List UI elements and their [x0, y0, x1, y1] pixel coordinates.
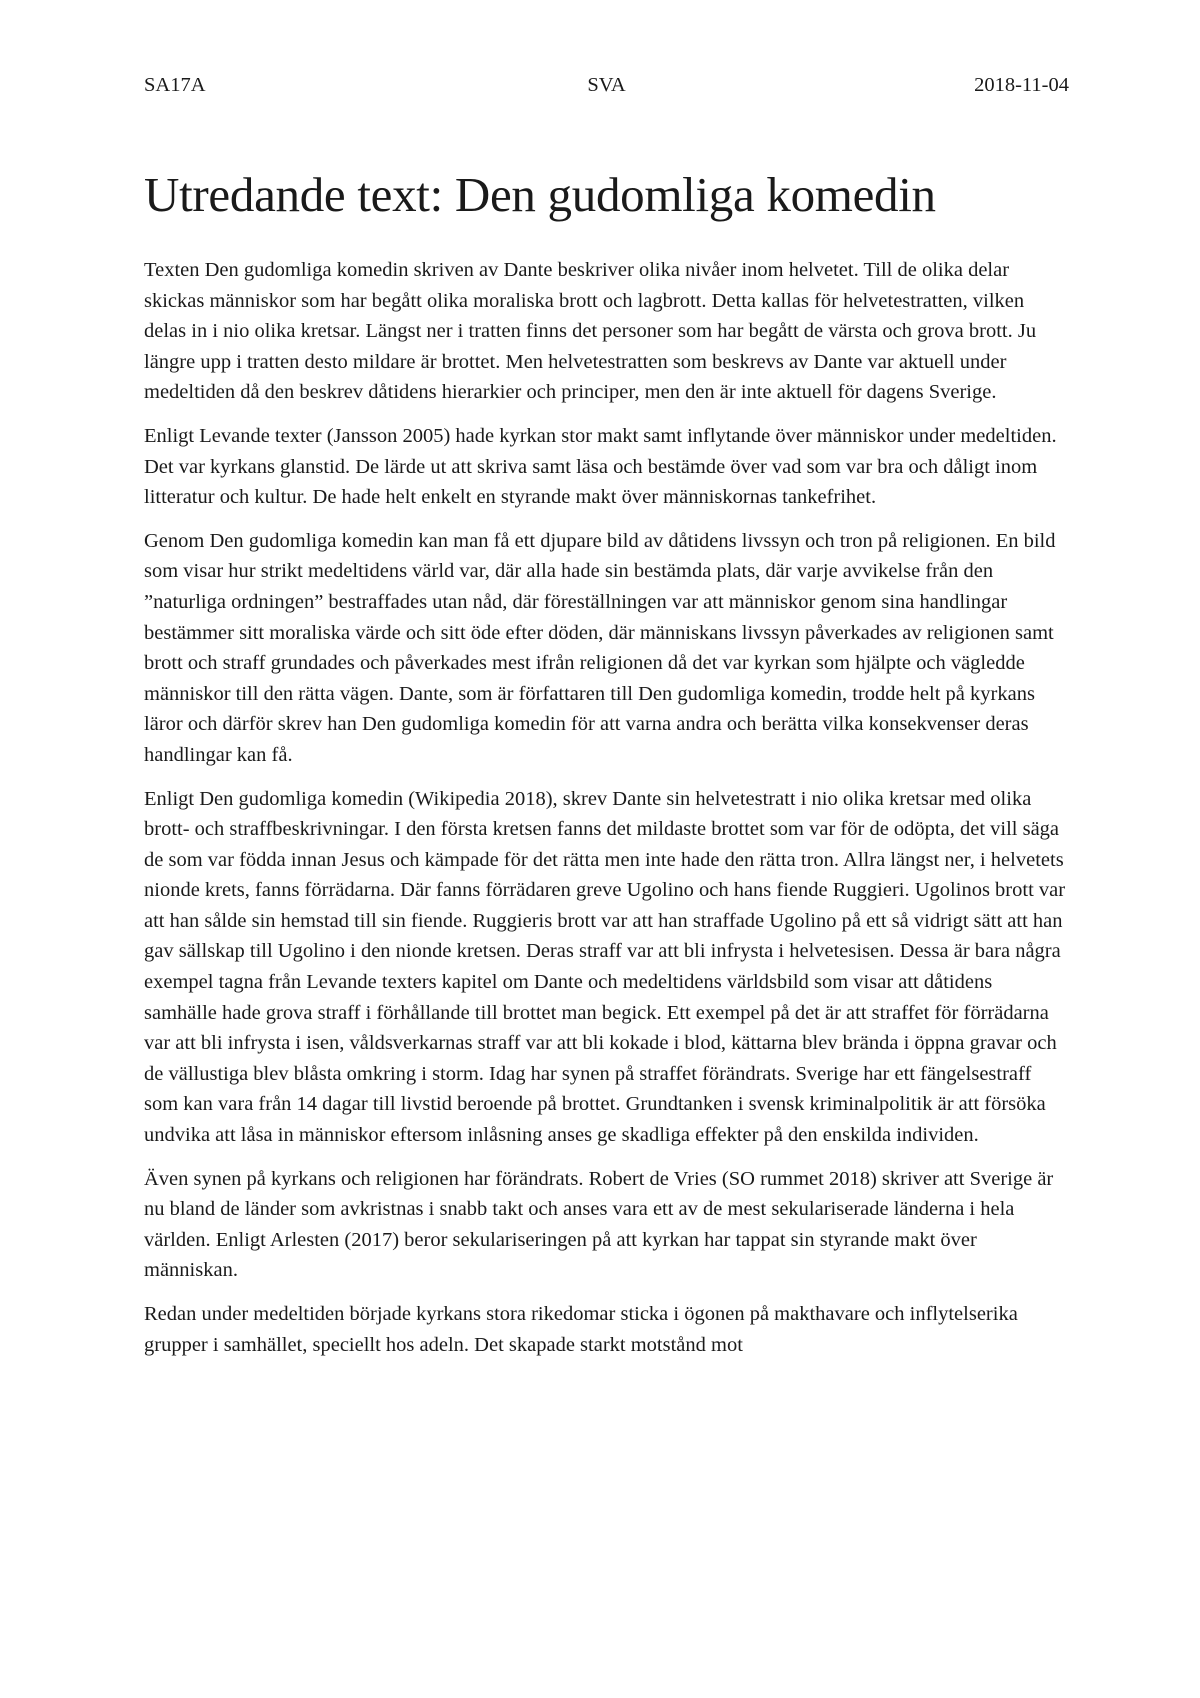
document-page: [144, 70, 1069, 1373]
document-body: [144, 255, 1069, 1360]
header-class-code: SA17A: [144, 74, 206, 96]
header-date: 2018-11-04: [974, 74, 1069, 96]
paragraph: Genom Den gudomliga komedin kan man få ett djupare bild av dåtidens livssyn och tron på religionen. En bild som visar hur strikt medeltidens värld var, där alla hade sin bestämda plats, där varje avvikelse från den ”naturliga ordningen” bestraffades utan nåd, där föreställningen var att människor genom sina handlingar bestämmer sitt moraliska värde och sitt öde efter döden, där människans livssyn påverkades av religionen samt brott och straff grundades och påverkades mest ifrån religionen då det var kyrkan som hjälpte och vägledde människor till den rätta vägen. Dante, som är författaren till Den gudomliga komedin, trodde helt på kyrkans läror och därför skrev han Den gudomliga komedin för att varna andra och berätta vilka konsekvenser deras handlingar kan få.: [144, 529, 1056, 766]
header-subject: SVA: [587, 74, 626, 96]
page-header: [144, 70, 1069, 100]
paragraph: Enligt Levande texter (Jansson 2005) hade kyrkan stor makt samt inflytande över människor under medeltiden. Det var kyrkans glanstid. De lärde ut att skriva samt läsa och bestämde över vad som var bra och dåligt inom litteratur och kultur. De hade helt enkelt en styrande makt över människornas tankefrihet.: [144, 424, 1057, 509]
paragraph: Enligt Den gudomliga komedin (Wikipedia 2018), skrev Dante sin helvetestratt i nio olika kretsar med olika brott- och straffbeskrivningar. I den första kretsen fanns det mildaste brottet som var för de odöpta, det vill säga de som var födda innan Jesus och kämpade för det rätta men inte hade den rätta tron. Allra längst ner, i helvetets nionde krets, fanns förrädarna. Där fanns förrädaren greve Ugolino och hans fiende Ruggieri. Ugolinos brott var att han sålde sin hemstad till sin fiende. Ruggieris brott var att han straffade Ugolino på ett så vidrigt sätt att han gav sällskap till Ugolino i den nionde kretsen. Deras straff var att bli infrysta i helvetesisen. Dessa är bara några exempel tagna från Levande texters kapitel om Dante och medeltidens världsbild som visar att dåtidens samhälle hade grova straff i förhållande till brottet man begick. Ett exempel på det är att straffet för förrädarna var att bli infrysta i isen, våldsverkarnas straff var att bli kokade i blod, kättarna blev brända i öppna gravar och de vällustiga blev blåsta omkring i storm. Idag har synen på straffet förändrats. Sverige har ett fängelsestraff som kan vara från 14 dagar till livstid beroende på brottet. Grundtanken i svensk kriminalpolitik är att försöka undvika att låsa in människor eftersom inlåsning anses ge skadliga effekter på den enskilda individen.: [144, 787, 1066, 1147]
document-title: Utredande text: Den gudomliga komedin: [144, 167, 936, 222]
paragraph: Redan under medeltiden började kyrkans stora rikedomar sticka i ögonen på makthavare och inflytelserika grupper i samhället, speciellt hos adeln. Det skapade starkt motstånd mot: [144, 1303, 1018, 1356]
paragraph: Även synen på kyrkans och religionen har förändrats. Robert de Vries (SO rummet 2018) skriver att Sverige är nu bland de länder som avkristnas i snabb takt och anses vara ett av de mest sekulariserade länderna i hela världen. Enligt Arlesten (2017) beror sekulariseringen på att kyrkan har tappat sin styrande makt över människan.: [144, 1167, 1054, 1282]
paragraph: Texten Den gudomliga komedin skriven av Dante beskriver olika nivåer inom helvetet. Till de olika delar skickas människor som har begått olika moraliska brott och lagbrott. Detta kallas för helvetestratten, vilken delas in i nio olika kretsar. Längst ner i tratten finns det personer som har begått de värsta och grova brott. Ju längre upp i tratten desto mildare är brottet. Men helvetestratten som beskrevs av Dante var aktuell under medeltiden då den beskrev dåtidens hierarkier och principer, men den är inte aktuell för dagens Sverige.: [144, 259, 1037, 404]
